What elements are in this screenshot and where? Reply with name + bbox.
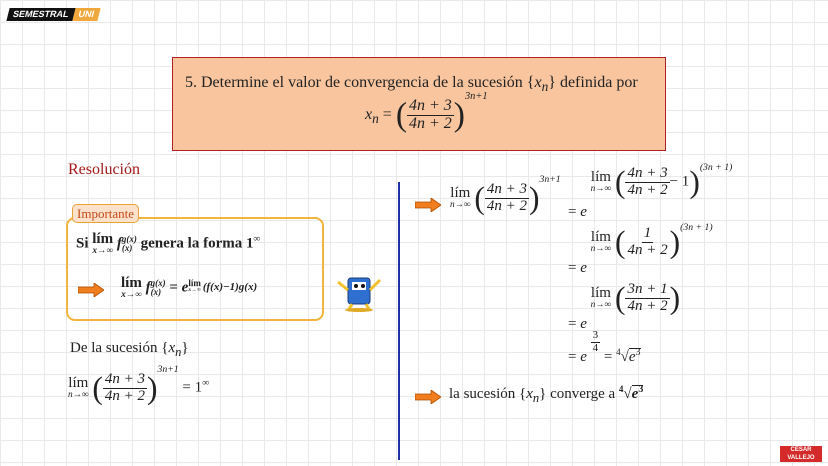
vertical-divider [398, 182, 400, 460]
step4: = e $\frac{3}{4}$ = $^4√e^3$ [568, 329, 641, 366]
arrow-icon [415, 198, 441, 212]
step2: = e lím n→∞ ( $\frac{1}{4n + 2}$ )$^{(3n + 1)}$ [568, 221, 713, 276]
brand-badge [6, 8, 100, 21]
step1-lhs: lím n→∞ ( $\frac{4n + 3}{4n + 2}$ )$^{3n+1}$ [450, 173, 561, 216]
step3: = e lím n→∞ ( $\frac{3n + 1}{4n + 2}$ ) [568, 280, 681, 332]
step1-rhs: = e lím n→∞ ( $\frac{4n + 3}{4n + 2}$ − 1)$^{(3n + 1)}$ [568, 161, 733, 220]
brand-part-1: SEMESTRAL [6, 8, 75, 21]
cesar-vallejo-logo: CÉSAR VALLEJO [780, 446, 822, 462]
conclusion: la sucesión $\{x_n\}$ converge a $^4√e^3$ [449, 384, 644, 405]
important-rule-line1: Si lím x→∞ f g(x) (x) genera la forma 1∞ [76, 231, 261, 256]
question-box [172, 57, 666, 151]
resolution-title: Resolución [68, 161, 140, 178]
important-tag: Importante [72, 204, 139, 223]
question-formula: $x_n$ = ( $\frac{4n + 3}{4n + 2}$ )$^{3n+1}$ [365, 90, 488, 134]
important-rule-line2: lím x→∞ f g(x) (x) = e lím x→∞ (f(x)−1)g(x) [121, 275, 258, 300]
left-caption: De la sucesión $\{x_n\}$ [70, 340, 189, 359]
brand-part-2: UNI [72, 8, 101, 21]
left-limit-formula: lím n→∞ ( $\frac{4n + 3}{4n + 2}$ )$^{3n+1}$ = 1∞ [68, 363, 210, 406]
question-text: 5. Determine el valor de convergencia de la sucesión $\{x_n\}$ definida por [185, 74, 638, 95]
mascot-illustration [334, 270, 384, 312]
arrow-icon [415, 390, 441, 404]
arrow-icon [78, 283, 104, 297]
